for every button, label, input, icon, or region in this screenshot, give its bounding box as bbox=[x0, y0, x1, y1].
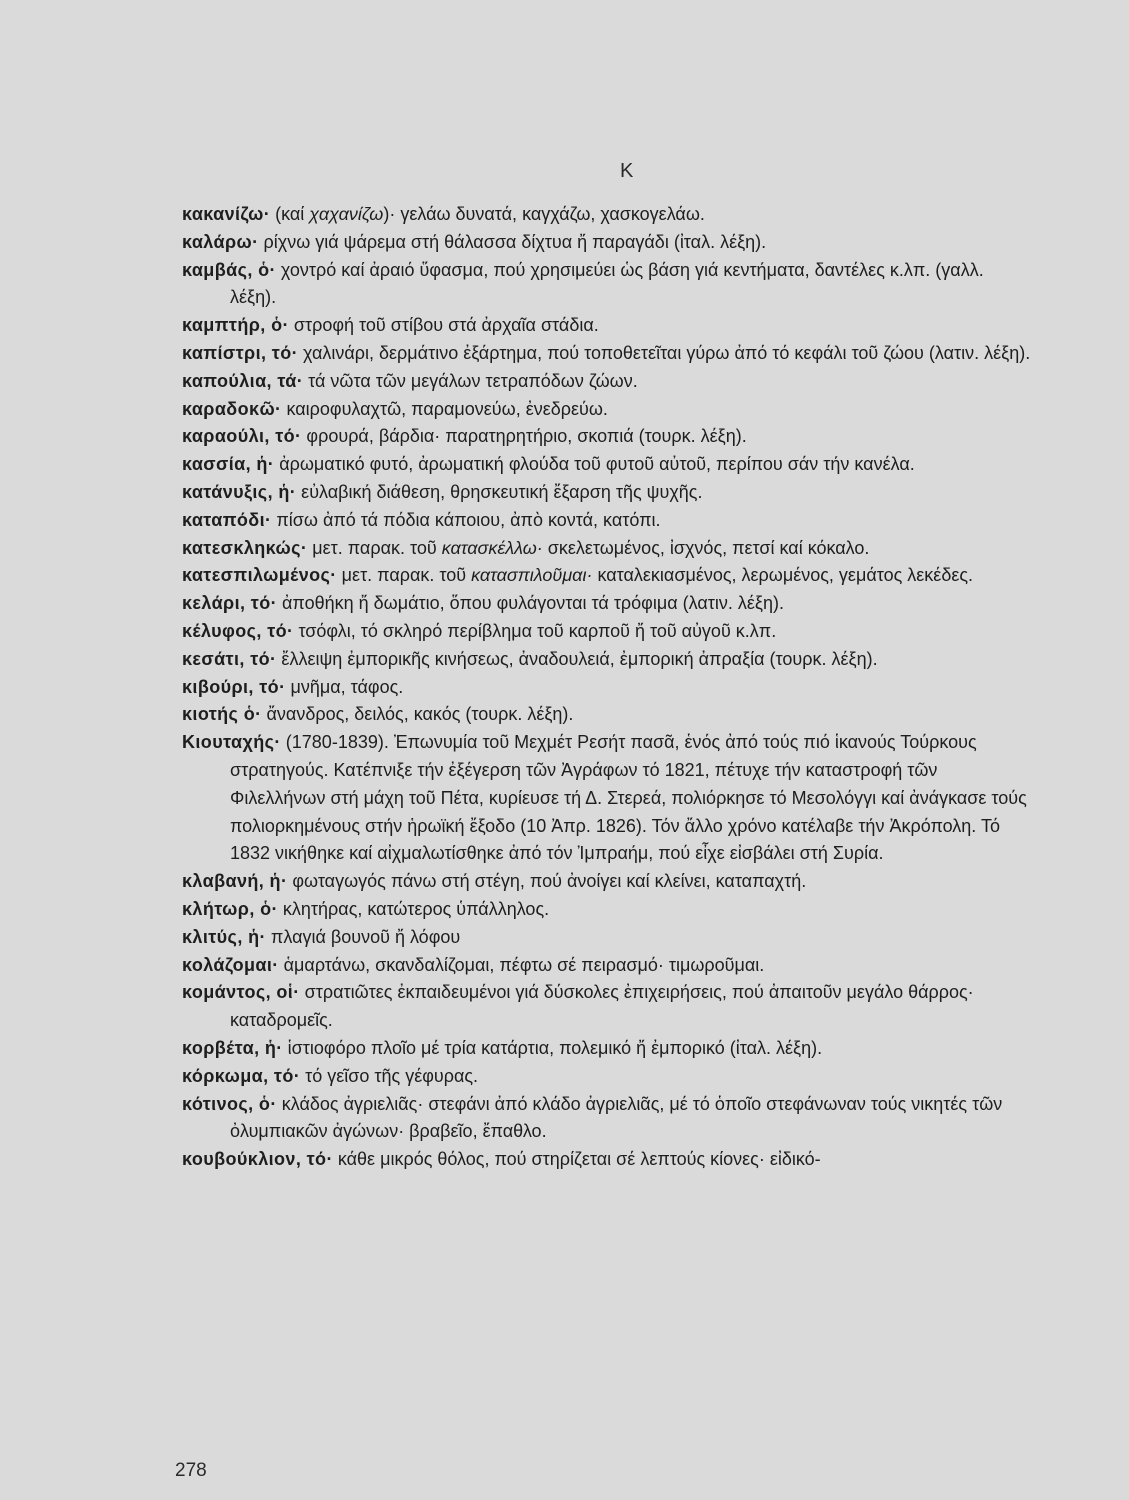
headword: κλαβανή, ἡ· bbox=[182, 871, 288, 892]
definition: μετ. παρακ. τοῦ bbox=[336, 565, 472, 586]
headword: Κιουταχής· bbox=[182, 732, 281, 753]
headword: κεσάτι, τό· bbox=[182, 648, 277, 669]
definition: φωταγωγός πάνω στή στέγη, πού ἀνοίγει καί κλείνει, καταπαχτή. bbox=[287, 871, 807, 892]
headword: κατεσπιλωμένος· bbox=[182, 565, 337, 586]
glossary-entry bbox=[182, 896, 1032, 924]
glossary-entry bbox=[182, 924, 1032, 952]
definition: στροφή τοῦ στίβου στά ἀρχαῖα στάδια. bbox=[288, 315, 599, 336]
glossary-entry bbox=[182, 979, 1032, 1035]
headword: κλιτύς, ἡ· bbox=[182, 926, 266, 947]
headword: καταπόδι· bbox=[182, 509, 272, 530]
headword: κομάντος, οἱ· bbox=[182, 982, 300, 1003]
glossary-entry bbox=[182, 646, 1032, 674]
glossary-entry bbox=[182, 1091, 1032, 1147]
headword: κακανίζω· bbox=[182, 204, 271, 224]
headword: καλάρω· bbox=[182, 231, 259, 252]
definition: τσόφλι, τό σκληρό περίβλημα τοῦ καρποῦ ἤ τοῦ αὐγοῦ κ.λπ. bbox=[293, 620, 777, 641]
page-number: 278 bbox=[175, 1460, 207, 1481]
glossary-entry bbox=[182, 451, 1032, 479]
headword: κατάνυξις, ἡ· bbox=[182, 481, 297, 502]
glossary-entry bbox=[182, 368, 1032, 396]
glossary-entry bbox=[182, 562, 1032, 590]
definition: κάθε μικρός θόλος, πού στηρίζεται σέ λεπτούς κίονες· εἰδικό- bbox=[332, 1149, 821, 1170]
definition: ἄνανδρος, δειλός, κακός (τουρκ. λέξη). bbox=[261, 704, 574, 725]
definition: πλαγιά βουνοῦ ἤ λόφου bbox=[265, 926, 461, 947]
definition: (1780-1839). Ἐπωνυμία τοῦ Μεχμέτ Ρεσήτ πασᾶ, ἑνός ἀπό τούς πιό ἱκανούς Τούρκους στρατηγούς. Κατέπνιξε τήν ἐξέγερση τῶν Ἀγράφων τό 1821, πέτυχε τήν καταστροφή τῶν Φιλελλήνων στή μάχη τοῦ Πέτα, κυρίευσε τή Δ. Στερεά, πολιόρκησε τό Μεσολόγγι καί ἀνάγκασε τούς πολιορκημένους στήν ἡρωϊκή ἔξοδο (10 Ἀπρ. 1826). Τόν ἄλλο χρόνο κατέλαβε τήν Ἀκρόπολη. Τό 1832 νικήθηκε καί αἰχμαλωτίσθηκε ἀπό τόν Ἰμπραήμ, πού εἶχε εἰσβάλει στή Συρία. bbox=[230, 732, 1027, 864]
glossary-entry bbox=[182, 729, 1032, 868]
definition: κλητήρας, κατώτερος ὑπάλληλος. bbox=[277, 898, 550, 919]
glossary-entry bbox=[182, 340, 1032, 368]
definition: μνῆμα, τάφος. bbox=[285, 676, 404, 697]
glossary-entry bbox=[182, 229, 1032, 257]
definition: τό γεῖσο τῆς γέφυρας. bbox=[300, 1065, 479, 1086]
glossary-entry bbox=[182, 257, 1032, 313]
headword: καμβάς, ὁ· bbox=[182, 259, 276, 280]
definition: ρίχνω γιά ψάρεμα στή θάλασσα δίχτυα ἤ παραγάδι (ἰταλ. λέξη). bbox=[258, 231, 767, 252]
headword: κατεσκληκώς· bbox=[182, 537, 308, 558]
headword: κασσία, ἡ· bbox=[182, 454, 275, 475]
headword: κλήτωρ, ὁ· bbox=[182, 898, 278, 919]
definition: χαλινάρι, δερμάτινο ἐξάρτημα, πού τοποθετεῖται γύρω ἀπό τό κεφάλι τοῦ ζώου (λατιν. λέξη). bbox=[298, 342, 1031, 363]
definition-cont: σκελετωμένος, ἰσχνός, πετσί καί κόκαλο. bbox=[542, 537, 870, 558]
glossary-entry bbox=[182, 1035, 1032, 1063]
definition: μετ. παρακ. τοῦ bbox=[307, 537, 442, 558]
definition-italic: χαχανίζω bbox=[309, 204, 384, 224]
definition: ἀρωματικό φυτό, ἀρωματική φλούδα τοῦ φυτοῦ αὐτοῦ, περίπου σάν τήν κανέλα. bbox=[274, 454, 915, 475]
definition: εὐλαβική διάθεση, θρησκευτική ἔξαρση τῆς ψυχῆς. bbox=[296, 481, 703, 502]
definition: ἱστιοφόρο πλοῖο μέ τρία κατάρτια, πολεμικό ἤ ἐμπορικό (ἰταλ. λέξη). bbox=[282, 1037, 823, 1058]
glossary-entry bbox=[182, 701, 1032, 729]
glossary-entry bbox=[182, 312, 1032, 340]
definition: ἔλλειψη ἐμπορικῆς κινήσεως, ἀναδουλειά, ἐμπορική ἀπραξία (τουρκ. λέξη). bbox=[276, 648, 878, 669]
glossary-entries bbox=[182, 201, 1032, 1174]
definition-cont: καταλεκιασμένος, λερωμένος, γεμάτος λεκέδες. bbox=[592, 565, 974, 586]
glossary-entry bbox=[182, 868, 1032, 896]
definition-italic: κατασκέλλω· bbox=[441, 537, 543, 558]
definition: κλάδος ἀγριελιᾶς· στεφάνι ἀπό κλάδο ἀγριελιᾶς, μέ τό ὁποῖο στεφάνωναν τούς νικητές τῶν ὀλυμπιακῶν ἀγώνων· βραβεῖο, ἔπαθλο. bbox=[230, 1093, 1003, 1142]
glossary-entry bbox=[182, 674, 1032, 702]
glossary-entry bbox=[182, 423, 1032, 451]
glossary-entry bbox=[182, 535, 1032, 563]
headword: καμπτήρ, ὁ· bbox=[182, 315, 289, 336]
definition-cont: )· γελάω δυνατά, καγχάζω, χασκογελάω. bbox=[383, 204, 705, 224]
headword: καπούλια, τά· bbox=[182, 370, 304, 391]
glossary-entry bbox=[182, 507, 1032, 535]
headword: κόρκωμα, τό· bbox=[182, 1065, 301, 1086]
definition: τά νῶτα τῶν μεγάλων τετραπόδων ζώων. bbox=[303, 370, 638, 391]
definition: (καί bbox=[270, 204, 310, 224]
headword: κολάζομαι· bbox=[182, 954, 279, 975]
glossary-entry bbox=[182, 1063, 1032, 1091]
headword: κελάρι, τό· bbox=[182, 593, 277, 614]
headword: κιοτής ὁ· bbox=[182, 704, 262, 725]
definition: φρουρά, βάρδια· παρατηρητήριο, σκοπιά (τουρκ. λέξη). bbox=[301, 426, 747, 447]
definition: πίσω ἀπό τά πόδια κάποιου, ἀπὸ κοντά, κατόπι. bbox=[271, 509, 661, 530]
section-letter: Κ bbox=[620, 160, 634, 182]
headword: κορβέτα, ἡ· bbox=[182, 1037, 283, 1058]
glossary-entry bbox=[182, 201, 1032, 229]
headword: καραδοκῶ· bbox=[182, 398, 282, 419]
glossary-entry bbox=[182, 479, 1032, 507]
headword: κέλυφος, τό· bbox=[182, 620, 294, 641]
glossary-entry bbox=[182, 590, 1032, 618]
definition-italic: κατασπιλοῦμαι· bbox=[471, 565, 593, 586]
glossary-entry bbox=[182, 618, 1032, 646]
definition: στρατιῶτες ἐκπαιδευμένοι γιά δύσκολες ἐπιχειρήσεις, πού ἀπαιτοῦν μεγάλο θάρρος· καταδρομεῖς. bbox=[230, 982, 974, 1031]
definition: χοντρό καί ἀραιό ὕφασμα, πού χρησιμεύει ὡς βάση γιά κεντήματα, δαντέλες κ.λπ. (γαλλ. λέξη). bbox=[230, 259, 984, 308]
headword: κότινος, ὁ· bbox=[182, 1093, 277, 1114]
headword: κιβούρι, τό· bbox=[182, 676, 286, 697]
glossary-entry bbox=[182, 952, 1032, 980]
glossary-entry bbox=[182, 396, 1032, 424]
definition: καιροφυλαχτῶ, παραμονεύω, ἐνεδρεύω. bbox=[281, 398, 608, 419]
headword: καπίστρι, τό· bbox=[182, 342, 298, 363]
glossary-entry bbox=[182, 1146, 1032, 1174]
definition: ἀποθήκη ἤ δωμάτιο, ὅπου φυλάγονται τά τρόφιμα (λατιν. λέξη). bbox=[277, 593, 784, 614]
headword: κουβούκλιον, τό· bbox=[182, 1149, 333, 1170]
headword: καραούλι, τό· bbox=[182, 426, 302, 447]
definition: ἁμαρτάνω, σκανδαλίζομαι, πέφτω σέ πειρασμό· τιμωροῦμαι. bbox=[278, 954, 765, 975]
